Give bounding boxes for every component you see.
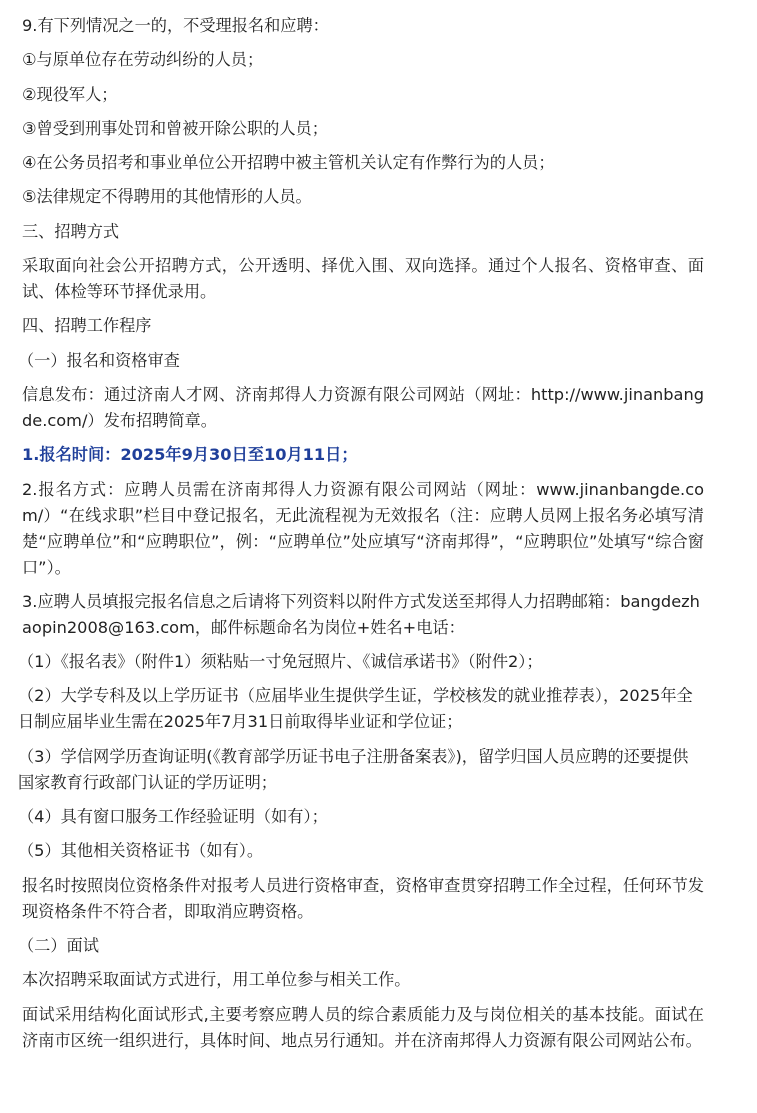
list-item-work-experience: （4）具有窗口服务工作经验证明（如有）；: [18, 807, 328, 827]
subheading-registration-review: （一）报名和资格审查: [18, 350, 180, 370]
paragraph-submit-materials: 3.应聘人员填报完报名信息之后请将下列资料以附件方式发送至邦得人力招聘邮箱：bangdezhaopin2008@163.com，邮件标题命名为岗位+姓名+电话：: [22, 591, 700, 637]
paragraph-interview-method: 本次招聘采取面试方式进行，用工单位参与相关工作。: [22, 970, 411, 990]
list-item-chsi-verification: （3）学信网学历查询证明(《教育部学历证书电子注册备案表》)，留学归国人员应聘的还要提供国家教育行政部门认证的学历证明；: [18, 746, 689, 792]
subheading-interview: （二）面试: [18, 935, 99, 955]
paragraph-exclusion-4: ④在公务员招考和事业单位公开招聘中被主管机关认定有作弊行为的人员；: [22, 153, 555, 173]
heading-recruitment-method: 三、招聘方式: [22, 221, 120, 241]
list-item-diploma: （2）大学专科及以上学历证书（应届毕业生提供学生证，学校核发的就业推荐表），2025年全日制应届毕业生需在2025年7月31日前取得毕业证和学位证；: [18, 686, 693, 732]
paragraph-registration-time: 1.报名时间：2025年9月30日至10月11日；: [22, 445, 358, 465]
paragraph-registration-method: 2.报名方式：应聘人员需在济南邦得人力资源有限公司网站（网址：www.jinanbangde.com/）“在线求职”栏目中登记报名，无此流程视为无效报名（注：应聘人员网上报名务必填写清楚“应聘单位”和“应聘职位”，例：“应聘单位”处应填写“济南邦得”，“应聘职位”处填写“综合窗口”）。: [22, 479, 704, 577]
list-item-other-certificates: （5）其他相关资格证书（如有）。: [18, 841, 264, 861]
paragraph-recruitment-method: 采取面向社会公开招聘方式，公开透明、择优入围、双向选择。通过个人报名、资格审查、面试、体检等环节择优录用。: [22, 256, 704, 302]
paragraph-info-release: 信息发布：通过济南人才网、济南邦得人力资源有限公司网站（网址：http://www.jinanbangde.com/）发布招聘简章。: [22, 384, 704, 430]
paragraph-exclusion-3: ③曾受到刑事处罚和曾被开除公职的人员；: [22, 118, 328, 138]
paragraph-qualification-review: 报名时按照岗位资格条件对报考人员进行资格审查，资格审查贯穿招聘工作全过程，任何环节发现资格条件不符合者，即取消应聘资格。: [22, 875, 704, 921]
list-item-application-form: （1）《报名表》（附件1）须粘贴一寸免冠照片、《诚信承诺书》（附件2）；: [18, 652, 543, 672]
heading-recruitment-procedure: 四、招聘工作程序: [22, 316, 152, 336]
paragraph-exclusion-2: ②现役军人；: [22, 84, 118, 104]
paragraph-exclusion-intro: 9.有下列情况之一的，不受理报名和应聘：: [22, 16, 329, 35]
paragraph-exclusion-5: ⑤法律规定不得聘用的其他情形的人员。: [22, 187, 312, 207]
paragraph-interview-details: 面试采用结构化面试形式,主要考察应聘人员的综合素质能力及与岗位相关的基本技能。面试在济南市区统一组织进行，具体时间、地点另行通知。并在济南邦得人力资源有限公司网站公布。: [22, 1004, 704, 1050]
paragraph-exclusion-1: ①与原单位存在劳动纠纷的人员；: [22, 50, 264, 70]
